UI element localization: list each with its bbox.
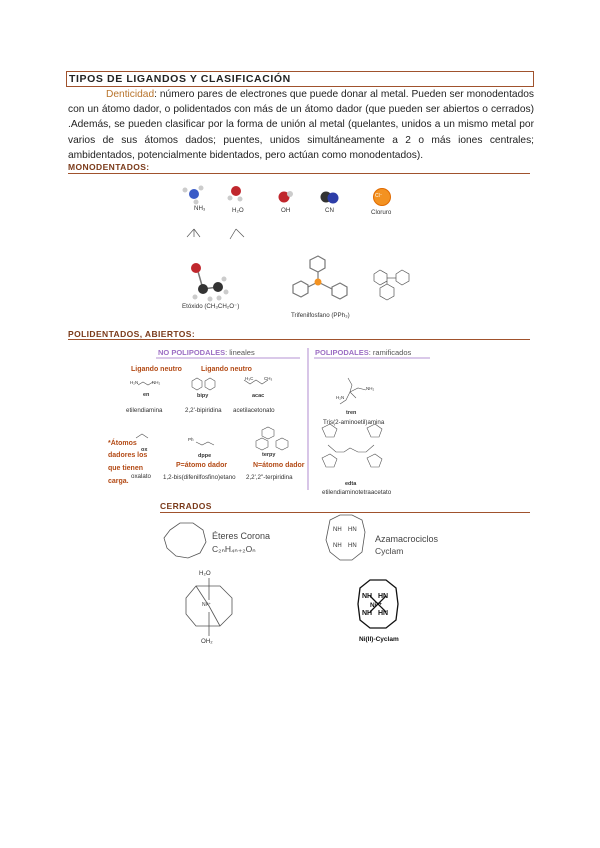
- acac-abbr: acac: [252, 393, 265, 399]
- ligando-neutro-note-2: Ligando neutro: [201, 366, 252, 373]
- azamacrociclos-title: Azamacrociclos: [375, 534, 439, 544]
- nicyclam-nh-tl: NH: [362, 593, 373, 600]
- atomos-note-line-3: que tienen: [108, 465, 144, 472]
- edta-abbr: edta: [345, 481, 357, 487]
- ligando-neutro-note-1: Ligando neutro: [131, 366, 182, 373]
- tren-name: Tris(2-aminoetil)amina: [323, 419, 385, 426]
- crown-ether: [164, 523, 206, 558]
- tren-h2n: H₂N: [336, 395, 345, 400]
- edta-name: etilendiaminotetraacetato: [322, 489, 392, 496]
- tren-nh2: NH₂: [366, 386, 375, 391]
- atomos-note-line-1: *Átomos: [108, 440, 137, 447]
- cn-label: CN: [325, 207, 334, 214]
- acac-name: acetilacetonato: [233, 407, 275, 414]
- en-abbr: en: [143, 392, 150, 398]
- en-h2n: H₂N: [130, 380, 139, 385]
- n-atomo-dador-note: N=átomo dador: [253, 462, 305, 469]
- eteres-corona-title: Éteres Corona: [212, 531, 271, 541]
- cloruro-label: Cloruro: [371, 209, 392, 216]
- acac-ch3: CH₃: [264, 376, 273, 381]
- oh2-bottom-label: OH₂: [201, 638, 213, 645]
- h2o-label: H₂O: [232, 207, 244, 214]
- cerrados-heading: CERRADOS: [160, 501, 212, 511]
- nh3-label: NH₃: [194, 205, 206, 212]
- lineales-header: NO POLIPODALES: lineales: [158, 348, 255, 357]
- atomos-note-line-4: carga.: [108, 478, 129, 485]
- polidentados-heading: POLIDENTADOS, ABIERTOS:: [68, 329, 196, 339]
- tren-abbr: tren: [346, 410, 357, 416]
- nicyclam-nh-bl: NH: [362, 610, 373, 617]
- cyclam-nh-bottom-left: NH: [333, 543, 342, 549]
- dppe-abbr: dppe: [198, 453, 212, 459]
- cyclam-subtitle: Cyclam: [375, 546, 404, 556]
- oh-label: OH: [281, 207, 291, 214]
- acac-h3c: H₃C: [245, 376, 254, 381]
- pph3-label: Trifenilfosfano (PPh₃): [291, 312, 350, 319]
- nicyclam-ni: Ni²⁺: [370, 602, 383, 609]
- cyclam-nh-top-left: NH: [333, 527, 342, 533]
- etoxido-label: Etóxido (CH₃CH₂O⁻): [182, 303, 240, 310]
- monodentados-heading: MONODENTADOS:: [68, 162, 150, 172]
- p-atomo-dador-note: P=átomo dador: [176, 462, 228, 469]
- denticidad-keyword: Denticidad: [106, 89, 155, 100]
- complex-center-ion: Ni²⁺: [202, 602, 212, 608]
- section-title: TIPOS DE LIGANDOS Y CLASIFICACIÓN: [66, 71, 534, 87]
- en-nh2: NH₂: [152, 380, 161, 385]
- terpy-name: 2,2',2''-terpiridina: [246, 474, 293, 481]
- bipy-name: 2,2'-bipiridina: [185, 407, 222, 414]
- dppe-ph: Ph: [188, 437, 194, 442]
- nicyclam-hn-br: HN: [378, 610, 389, 617]
- ox-abbr: ox: [141, 447, 148, 453]
- ox-name: oxalato: [131, 473, 151, 480]
- dppe-name: 1,2-bis(difenilfosfino)etano: [163, 474, 236, 481]
- bipy-abbr: bipy: [197, 393, 209, 399]
- ramificados-header: POLIPODALES: ramificados: [315, 348, 412, 357]
- h2o-top-label: H₂O: [199, 570, 211, 577]
- eteres-formula: C₂ₙH₄ₙ₊₂Oₙ: [212, 544, 256, 554]
- atomos-note-line-2: dadores los: [108, 452, 148, 459]
- cyclam-hn-top-right: HN: [348, 527, 357, 533]
- intro-text: : número pares de electrones que puede donar al metal. Pueden ser monodentados con un átomo dador, o polidentados con más de un átomo dador (que pueden ser abiertos o cerrados) .Además, se pueden clasificar por la forma de unión al metal (quelantes, unidos a un mismo metal por varios de sus átomos dados; puentes, unidos simultáneamente a 2 o más iones centrales; ambidentados, potencialmente bidentados, pero actúan como monodentados).: [68, 89, 534, 161]
- chloride-symbol: Cl⁻: [375, 193, 383, 199]
- terpy-abbr: terpy: [262, 452, 276, 458]
- cyclam: [326, 515, 365, 560]
- cyclam-hn-bottom-right: HN: [348, 543, 357, 549]
- en-name: etilendiamina: [126, 407, 163, 414]
- nicyclam-label: Ni(II)-Cyclam: [359, 636, 399, 643]
- nicyclam-hn-tr: HN: [378, 593, 389, 600]
